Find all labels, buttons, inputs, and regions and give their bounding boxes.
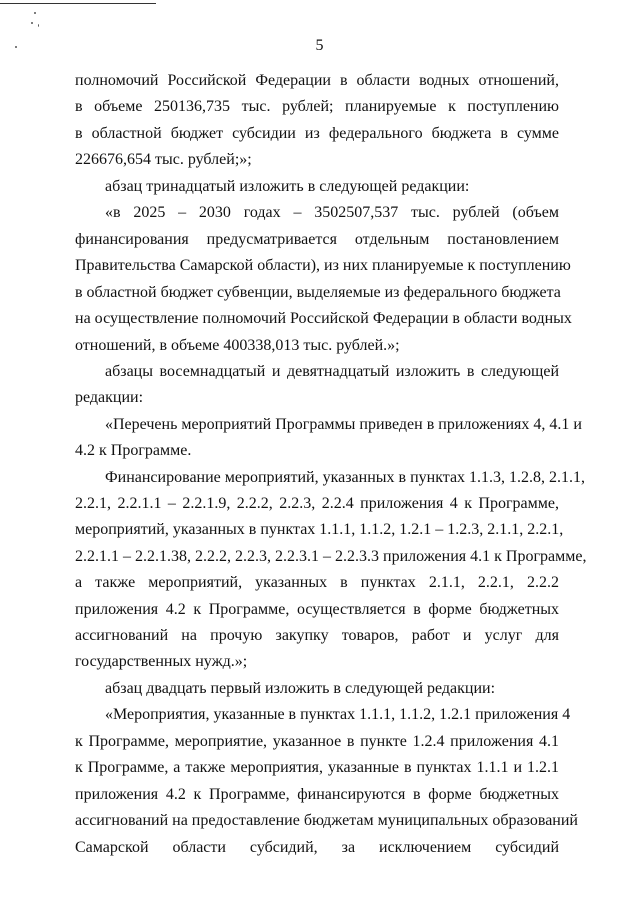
text-line: приложения 4.2 к Программе, финансируются в форме бюджетных xyxy=(75,786,559,803)
text-line: абзац тринадцатый изложить в следующей редакции: xyxy=(105,178,470,195)
text-line: в областной бюджет субвенции, выделяемые из федерального бюджета xyxy=(75,284,561,301)
text-line: абзац двадцать первый изложить в следующей редакции: xyxy=(105,680,496,697)
text-line: к Программе, а также мероприятия, указанные в пунктах 1.1.1 и 1.2.1 xyxy=(75,759,559,776)
text-line: редакции: xyxy=(75,389,144,406)
text-line: 4.2 к Программе. xyxy=(75,442,192,459)
scan-speck xyxy=(38,24,39,27)
text-line: 2.2.1, 2.2.1.1 – 2.2.1.9, 2.2.2, 2.2.3, 2.2.4 приложения 4 к Программе, xyxy=(75,495,559,512)
text-line: «Мероприятия, указанные в пунктах 1.1.1, 1.1.2, 1.2.1 приложения 4 xyxy=(105,706,571,723)
text-line: «Перечень мероприятий Программы приведен в приложениях 4, 4.1 и xyxy=(105,416,582,433)
text-line: в объеме 250136,735 тыс. рублей; планируемые к поступлению xyxy=(75,98,559,115)
text-line: Самарской области субсидий, за исключением субсидий xyxy=(75,839,559,856)
text-line: финансирования предусматривается отдельным постановлением xyxy=(75,231,559,248)
page-number: 5 xyxy=(315,37,324,54)
text-line: 226676,654 тыс. рублей;»; xyxy=(75,151,252,168)
text-line: а также мероприятий, указанных в пунктах 2.1.1, 2.2.1, 2.2.2 xyxy=(75,574,559,591)
text-line: в областной бюджет субсидии из федерального бюджета в сумме xyxy=(75,125,559,142)
text-line: к Программе, мероприятие, указанное в пункте 1.2.4 приложения 4.1 xyxy=(75,733,559,750)
text-line: на осуществление полномочий Российской Федерации в области водных xyxy=(75,310,572,327)
text-line: ассигнований на предоставление бюджетам муниципальных образований xyxy=(75,812,578,829)
text-line: Финансирование мероприятий, указанных в пунктах 1.1.3, 1.2.8, 2.1.1, xyxy=(105,469,586,486)
text-line: мероприятий, указанных в пунктах 1.1.1, 1.1.2, 1.2.1 – 1.2.3, 2.1.1, 2.2.1, xyxy=(75,521,564,538)
text-line: полномочий Российской Федерации в области водных отношений, xyxy=(75,72,559,89)
text-line: 2.2.1.1 – 2.2.1.38, 2.2.2, 2.2.3, 2.2.3.1 – 2.2.3.3 приложения 4.1 к Программе, xyxy=(75,548,587,565)
text-line: отношений, в объеме 400338,013 тыс. рублей.»; xyxy=(75,337,400,354)
scan-edge-rule xyxy=(0,3,156,4)
text-line: «в 2025 – 2030 годах – 3502507,537 тыс. рублей (объем xyxy=(105,204,559,221)
text-line: государственных нужд.»; xyxy=(75,653,248,670)
scan-speck xyxy=(31,22,33,24)
text-line: приложения 4.2 к Программе, осуществляется в форме бюджетных xyxy=(75,601,559,618)
text-line: ассигнований на прочую закупку товаров, работ и услуг для xyxy=(75,627,559,644)
text-line: Правительства Самарской области), из них планируемые к поступлению xyxy=(75,257,571,274)
scan-speck xyxy=(34,12,36,14)
text-line: абзацы восемнадцатый и девятнадцатый изложить в следующей xyxy=(105,363,559,380)
